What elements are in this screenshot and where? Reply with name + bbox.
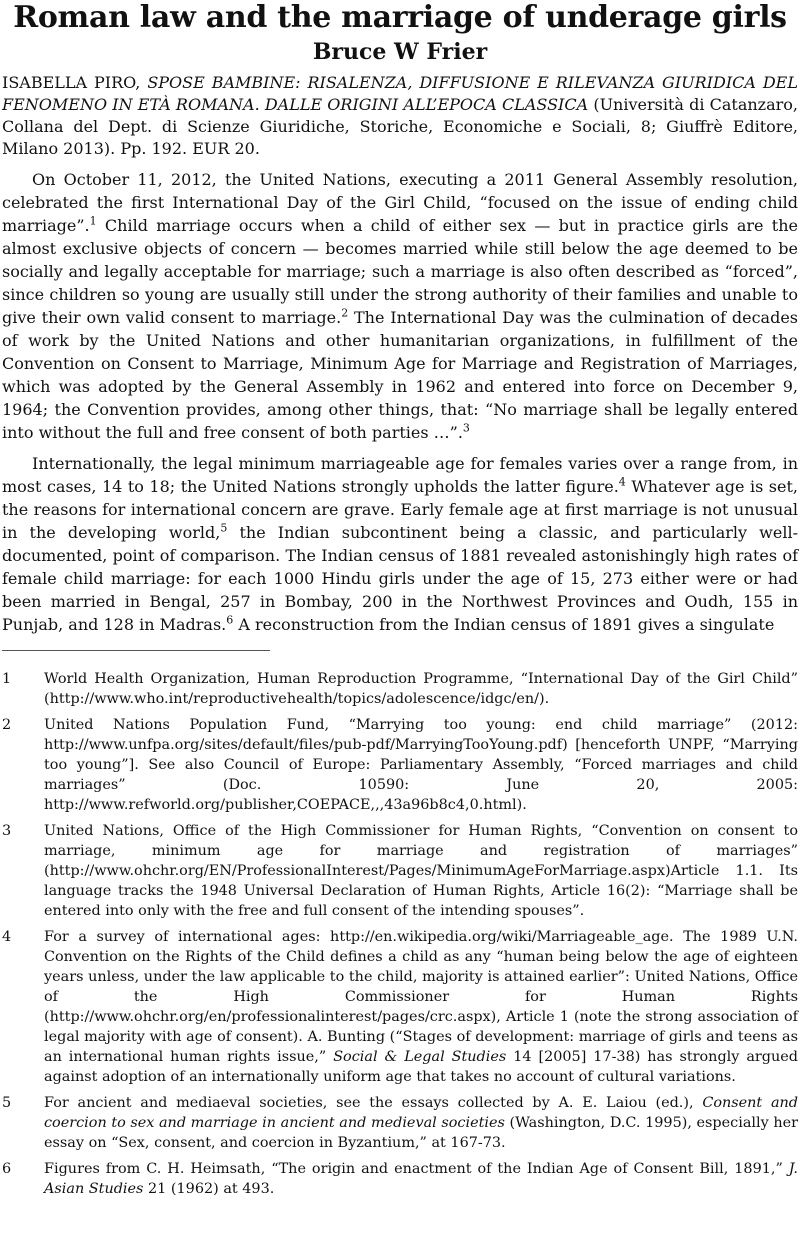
footnote-ref[interactable]: 3 [462,421,470,435]
italic-title: J. Asian Studies [44,1161,798,1197]
article-body [2,168,798,636]
text-run: the Indian subcontinent being a classic, and particularly well-documented, point of comparison. The Indian census of 1881 revealed astonishingly high rates of female child marriage: for each 1000 Hindu girls under the age of 15, 273 either were or had been married in Bengal, 257 in Bombay, 200 in the Northwest Provinces and Oudh, 155 in Punjab, and 128 in Madras. [2,523,798,634]
text-run: A reconstruction from the Indian census of 1891 gives a singulate [233,615,775,634]
text-run: Figures from C. H. Heimsath, “The origin and enactment of the Indian Age of Consent Bill, 1891,” [44,1161,789,1177]
text-run: (Washington, D.C. 1995), especially her essay on “Sex, consent, and coercion in Byzantium,” at 167-73. [44,1115,798,1151]
text-run: For a survey of international ages: http://en.wikipedia.org/wiki/Marriageable_age. The 1989 U.N. Convention on the Rights of the Child defines a child as any “human being below the age of eighteen years unless, under the law applicable to the child, majority is attained earlier”: United Nations, Office of the High Commissioner for Human Rights (http://www.ohchr.org/en/professionalinterest/pages/crc.aspx), Article 1 (note the strong association of legal majority with age of consent). A. Bunting (“Stages of development: marriage of girls and teens as an international human rights issue,” [44,929,798,1065]
text-run: For ancient and mediaeval societies, see the essays collected by A. E. Laiou (ed.), [44,1095,703,1111]
footnote-ref[interactable]: 4 [618,475,626,489]
footnote-divider [2,650,270,651]
text-run: On October 11, 2012, the United Nations, executing a 2011 General Assembly resolution, celebrated the first International Day of the Girl Child, “focused on the issue of ending child marriage”. [2,170,798,235]
footnote [2,821,798,921]
footnote [2,669,798,709]
text-run: Child marriage occurs when a child of either sex — but in practice girls are the almost exclusive objects of concern — becomes married while still below the age deemed to be socially and legally acceptable for marriage; such a marriage is also often described as “forced”, since children so young are usually still under the strong authority of their families and unable to give their own valid consent to marriage. [2,216,798,327]
body-paragraph [2,168,798,444]
footnotes [2,669,798,1199]
text-run: 14 [2005] 17-38) has strongly argued against adoption of an internationally uniform age that takes no account of cultural variations. [44,1049,798,1085]
text-run: World Health Organization, Human Reproduction Programme, “International Day of the Girl Child” (http://www.who.int/reproductivehealth/topics/adolescence/idgc/en/). [44,671,798,707]
footnote-text [44,1093,798,1153]
footnote-ref[interactable]: 5 [220,521,228,535]
text-run: Internationally, the legal minimum marriageable age for females varies over a range from, in most cases, 14 to 18; the United Nations strongly upholds the latter figure. [2,454,798,496]
text-run: The International Day was the culmination of decades of work by the United Nations and other humanitarian organizations, in fulfillment of the Convention on Consent to Marriage, Minimum Age for Marriage and Registration of Marriages, which was adopted by the General Assembly in 1962 and entered into force on December 9, 1964; the Convention provides, among other things, that: “No marriage shall be legally entered into without the full and free consent of both parties …”. [2,308,799,442]
italic-title: Social & Legal Studies [333,1049,507,1065]
footnote-number: 4 [2,929,12,945]
text-run: 21 (1962) at 493. [143,1181,275,1197]
footnote-ref[interactable]: 6 [226,613,234,627]
footnote-text [44,1159,798,1199]
italic-title: Consent and coercion to sex and marriage in ancient and medieval societies [44,1095,799,1131]
citation-details: (Università di Catanzaro, Collana del Dept. di Scienze Giuridiche, Storiche, Economiche e Sociali, 8; Giuffrè Editore, Milano 2013). Pp. 192. EUR 20. [2,95,799,158]
citation-author: ISABELLA PIRO, [2,73,148,92]
footnote-ref[interactable]: 2 [341,306,349,320]
footnote [2,1159,798,1199]
footnote-text [44,927,798,1087]
footnote-number: 1 [2,671,12,687]
text-run: United Nations, Office of the High Commissioner for Human Rights, “Convention on consent to marriage, minimum age for marriage and registration of marriages” (http://www.ohchr.org/EN/ProfessionalInterest/Pages/MinimumAgeForMarriage.aspx)Article 1.1. Its language tracks the 1948 Universal Declaration of Human Rights, Article 16(2): “Marriage shall be entered into only with the free and full consent of the intending spouses”. [44,823,798,919]
footnote-number: 2 [2,717,12,733]
article-title: Roman law and the marriage of underage girls [13,0,787,35]
footnote-ref[interactable]: 1 [89,214,97,228]
footnote-text [44,821,798,921]
citation-book-title: SPOSE BAMBINE: RISALENZA, DIFFUSIONE E RILEVANZA GIURIDICA DEL FENOMENO IN ETÀ ROMANA. DALLE ORIGINI ALL’EPOCA CLASSICA [2,73,798,114]
footnote-number: 5 [2,1095,12,1111]
text-run: United Nations Population Fund, “Marrying too young: end child marriage” (2012: http://www.unfpa.org/sites/default/files/pub-pdf/MarryingTooYoung.pdf) [henceforth UNPF, “Marrying too young”]. See also Council of Europe: Parliamentary Assembly, “Forced marriages and child marriages” (Doc. 10590: June 20, 2005: http://www.refworld.org/publisher,COEPACE,,,43a96b8c4,0.html). [44,717,798,813]
footnote-text [44,669,798,709]
footnote [2,715,798,815]
article-author: Bruce W Frier [312,39,488,65]
footnote [2,1093,798,1153]
footnote-number: 6 [2,1161,12,1177]
text-run: Whatever age is set, the reasons for international concern are grave. Early female age at first marriage is not unusual in the developing world, [2,477,799,542]
footnote [2,927,798,1087]
footnote-text [44,715,798,815]
book-citation [2,72,798,160]
body-paragraph [2,452,798,636]
footnote-number: 3 [2,823,12,839]
